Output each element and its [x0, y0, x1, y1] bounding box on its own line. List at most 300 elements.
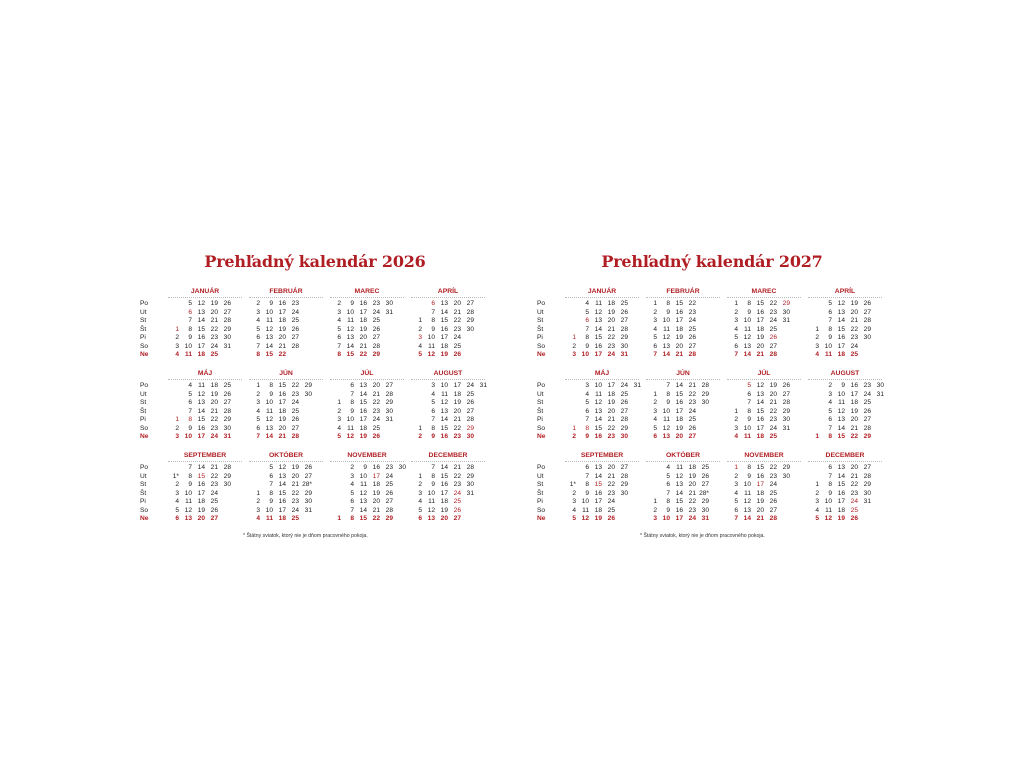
day-number: 20 [359, 334, 367, 341]
day-number: 9 [585, 489, 589, 497]
day-number: 11 [198, 382, 205, 389]
day-number [166, 309, 179, 318]
day-number: 26 [701, 472, 709, 480]
day-number: 11 [595, 390, 602, 398]
day-number: 4 [350, 481, 354, 488]
day-number: 24 [607, 498, 615, 505]
week-column [435, 300, 448, 360]
day-number: 18 [197, 498, 205, 505]
day-number: 22 [372, 515, 380, 522]
day-number: 15 [756, 464, 764, 471]
day-number: 24 [688, 317, 696, 324]
day-number: 9 [431, 325, 435, 333]
week-column [354, 464, 367, 524]
day-number [871, 408, 884, 417]
day-number: 9 [188, 481, 192, 488]
day-number: 13 [278, 472, 286, 480]
week-column [218, 300, 231, 360]
day-number [461, 343, 474, 352]
day-number: 17 [278, 399, 286, 406]
day-number: 6 [828, 308, 832, 316]
day-number: 29 [304, 382, 312, 389]
day-number: 8 [666, 390, 670, 398]
day-number: 8 [188, 472, 192, 480]
day-number: 13 [440, 407, 448, 415]
day-number: 22 [769, 464, 777, 471]
week-column [725, 382, 738, 442]
week-column [273, 300, 286, 360]
day-number: 21 [769, 399, 777, 406]
day-name: Ne [537, 515, 546, 522]
day-number: 28 [782, 399, 790, 406]
day-number: 10 [184, 489, 192, 497]
day-number: 31 [863, 498, 871, 505]
day-number: 7 [828, 424, 832, 432]
day-number: 26 [769, 334, 777, 341]
day-number: 31 [633, 382, 641, 389]
day-number [628, 433, 641, 442]
week-column [166, 300, 179, 360]
day-number: 4 [256, 515, 260, 522]
day-number: 4 [815, 506, 819, 514]
day-number [218, 490, 231, 499]
day-number: 13 [265, 424, 273, 432]
day-number: 24 [453, 489, 461, 497]
month-name: JANUÁR [587, 288, 617, 295]
month-name: DECEMBER [428, 452, 468, 459]
day-number [806, 382, 819, 391]
day-number: 19 [756, 498, 764, 505]
day-number: 7 [828, 472, 832, 480]
day-number: 10 [594, 382, 602, 389]
day-number: 30 [223, 334, 231, 341]
day-number: 28 [291, 433, 299, 440]
day-number: 28 [701, 382, 709, 389]
day-number: 21 [688, 489, 696, 497]
day-number: 15 [265, 351, 273, 358]
week-column [576, 464, 589, 524]
day-number: 23 [372, 407, 380, 415]
day-number: 30 [223, 424, 231, 432]
day-name: Pi [537, 498, 543, 505]
week-column [393, 464, 406, 524]
day-number: 10 [743, 317, 751, 324]
day-number: 15 [278, 489, 286, 497]
day-number: 10 [662, 317, 670, 324]
day-number [725, 399, 738, 408]
week-column [589, 382, 602, 442]
day-number [166, 317, 179, 326]
day-number: 15 [594, 424, 602, 432]
day-number: 2 [175, 481, 179, 488]
week-column [380, 300, 393, 360]
week-column [205, 464, 218, 524]
week-column [422, 464, 435, 524]
day-number: 17 [278, 506, 286, 514]
day-number: 9 [188, 334, 192, 341]
day-number: 30 [304, 390, 312, 398]
month-divider [249, 379, 323, 380]
day-number: 9 [666, 308, 670, 316]
day-number: 13 [265, 334, 273, 341]
day-number: 14 [265, 342, 273, 350]
week-column [644, 464, 657, 524]
day-number: 31 [223, 342, 231, 350]
day-number: 1 [734, 300, 738, 307]
day-number [644, 490, 657, 499]
week-column [602, 382, 615, 442]
month-name: NOVEMBER [744, 452, 784, 459]
day-number: 17 [675, 407, 683, 415]
day-number: 12 [675, 472, 683, 480]
day-number: 29 [385, 515, 393, 522]
day-number: 27 [620, 317, 628, 324]
day-number: 11 [185, 498, 192, 505]
day-number: 11 [663, 325, 670, 333]
day-number: 8 [747, 464, 751, 471]
day-number: 6 [431, 300, 435, 307]
day-name: Št [537, 489, 544, 497]
day-number: 7 [431, 464, 435, 471]
day-number [858, 507, 871, 516]
week-column [422, 300, 435, 360]
day-number: 2 [572, 433, 576, 440]
month-name: AUGUST [433, 370, 463, 377]
day-number: 2 [256, 390, 260, 398]
week-column [832, 300, 845, 360]
day-number: 9 [269, 300, 273, 307]
day-number: 25 [850, 351, 858, 358]
week-column [341, 464, 354, 524]
month-divider [646, 297, 720, 298]
day-number: 26 [466, 399, 474, 406]
day-number [615, 498, 628, 507]
week-column [192, 300, 205, 360]
day-number: 5 [734, 334, 738, 341]
day-number: 20 [440, 515, 448, 522]
day-number: 18 [607, 300, 615, 307]
day-number: 16 [756, 308, 764, 316]
day-number: 24 [372, 416, 380, 423]
day-number: 30 [620, 433, 628, 440]
week-column [871, 382, 884, 442]
day-number: 22 [359, 351, 367, 358]
day-number: 18 [837, 506, 845, 514]
week-column [380, 382, 393, 442]
week-column [409, 382, 422, 442]
day-number: 18 [607, 390, 615, 398]
day-number: 26 [372, 433, 380, 440]
day-number: 5 [747, 382, 751, 389]
day-number: 3 [734, 424, 738, 432]
day-number: 4 [734, 325, 738, 333]
day-number: 9 [269, 498, 273, 505]
day-name: Ut [140, 390, 147, 398]
day-number: 12 [427, 351, 435, 358]
day-number: 16 [372, 464, 380, 471]
month-block [247, 287, 325, 358]
day-number: 13 [743, 342, 751, 350]
day-number [474, 408, 487, 417]
week-column [260, 464, 273, 524]
month-block [725, 451, 803, 522]
day-number: 19 [850, 300, 858, 307]
day-number: 22 [453, 472, 461, 480]
day-number: 10 [359, 472, 367, 480]
day-number: 26 [607, 515, 615, 522]
day-number: 22 [453, 424, 461, 432]
day-number: 22 [688, 498, 696, 505]
day-number: 10 [346, 308, 354, 316]
week-column [819, 382, 832, 442]
day-number: 18 [372, 481, 380, 488]
day-number: 23 [453, 325, 461, 333]
day-number: 26 [620, 399, 628, 406]
day-number [806, 408, 819, 417]
day-number: 7 [350, 506, 354, 514]
week-column [764, 382, 777, 442]
day-number: 17 [359, 308, 367, 316]
day-number: 27 [304, 472, 312, 480]
day-number: 26 [453, 351, 461, 358]
day-number: 28 [466, 308, 474, 316]
day-number: 15 [675, 498, 683, 505]
day-number: 25 [385, 481, 393, 488]
day-number: 31 [304, 506, 312, 514]
day-number [380, 351, 393, 360]
day-number: 9 [431, 481, 435, 488]
day-number [628, 391, 641, 400]
day-number: 29 [701, 390, 709, 398]
day-number: 29 [223, 325, 231, 333]
day-number: 19 [607, 399, 615, 406]
quarter-row [140, 369, 490, 451]
day-number: 16 [197, 424, 205, 432]
day-number: 27 [620, 407, 628, 415]
day-number [461, 334, 474, 343]
day-number: 16 [278, 300, 286, 307]
day-number: 5 [815, 515, 819, 522]
calendar-2026 [140, 252, 490, 539]
day-number: 27 [863, 464, 871, 471]
week-column [602, 464, 615, 524]
day-number: 12 [184, 506, 192, 514]
day-number: 9 [666, 399, 670, 406]
day-number: 21 [756, 515, 764, 522]
month-divider [565, 461, 639, 462]
day-number: 7 [828, 317, 832, 324]
day-number [218, 507, 231, 516]
day-number: 14 [197, 464, 205, 471]
day-number: 22 [850, 325, 858, 333]
day-number: 28 [385, 506, 393, 514]
day-number: 30 [398, 464, 406, 471]
day-number: 26 [304, 464, 312, 471]
month-block [644, 451, 722, 522]
day-number: 27 [385, 498, 393, 505]
week-column [474, 382, 487, 442]
day-number: 26 [863, 407, 871, 415]
day-number: 4 [418, 498, 422, 505]
day-name: Po [537, 382, 546, 389]
day-number [474, 391, 487, 400]
day-number: 18 [675, 416, 683, 423]
day-number [461, 351, 474, 360]
day-number: 31 [385, 308, 393, 316]
week-column [696, 464, 709, 524]
day-number: 28 [620, 325, 628, 333]
day-number: 8 [828, 433, 832, 440]
day-number: 16 [278, 390, 286, 398]
day-number: 10 [346, 416, 354, 423]
day-number: 25 [453, 498, 461, 505]
day-number: 30 [466, 481, 474, 488]
day-number [806, 300, 819, 309]
week-column [247, 464, 260, 524]
day-name: Ut [537, 308, 544, 316]
day-number: 5 [653, 424, 657, 432]
day-number: 15 [440, 472, 448, 480]
day-number: 12 [346, 325, 354, 333]
day-number: 18 [756, 433, 764, 440]
day-number: 13 [756, 390, 764, 398]
day-number: 24 [620, 382, 628, 389]
week-column [683, 382, 696, 442]
week-column [192, 382, 205, 442]
day-number: 8 [256, 351, 260, 358]
month-name: APRÍL [834, 288, 856, 295]
month-divider [565, 379, 639, 380]
day-number: 20 [210, 308, 218, 316]
day-number: 19 [607, 308, 615, 316]
day-number: 2 [418, 481, 422, 488]
day-number: 20 [850, 308, 858, 316]
day-number: 3 [734, 317, 738, 324]
day-number: 16 [278, 498, 286, 505]
day-number: 21 [607, 416, 615, 423]
day-number: 29 [466, 472, 474, 480]
day-number [871, 425, 884, 434]
week-column [589, 300, 602, 360]
day-number: 5 [585, 399, 589, 406]
day-number: 6 [431, 407, 435, 415]
day-number: 13 [346, 334, 354, 341]
week-column [725, 464, 738, 524]
day-number: 8 [188, 325, 192, 333]
week-column [328, 464, 341, 524]
day-name: So [537, 424, 546, 432]
day-number: 11 [582, 506, 589, 514]
day-number [696, 433, 709, 442]
day-number: 20 [756, 342, 764, 350]
day-number [777, 433, 790, 442]
day-number: 23 [607, 342, 615, 350]
day-number: 2 [337, 407, 341, 415]
day-number: 3 [828, 390, 832, 398]
day-number: 17 [837, 342, 845, 350]
day-number [806, 416, 819, 425]
day-number: 15 [440, 424, 448, 432]
day-number: 7 [666, 489, 670, 497]
day-number [218, 498, 231, 507]
day-number: 17 [850, 390, 858, 398]
day-name: So [140, 424, 149, 432]
day-number: 30 [701, 399, 709, 406]
day-number: 25 [701, 464, 709, 471]
week-column [179, 382, 192, 442]
day-number: 15 [278, 382, 286, 389]
day-number: 5 [828, 300, 832, 307]
day-name: Pi [140, 498, 146, 505]
day-number: 30 [782, 416, 790, 423]
week-column [670, 382, 683, 442]
day-number: 29 [701, 498, 709, 505]
day-number: 10 [265, 399, 273, 406]
day-number: 8 [431, 317, 435, 324]
day-number: 20 [850, 416, 858, 423]
day-number: 26 [223, 390, 231, 398]
day-number: 17 [197, 489, 205, 497]
day-number: 12 [197, 300, 205, 307]
day-number: 9 [747, 308, 751, 316]
day-name: Ne [140, 515, 149, 522]
day-number: 1 [256, 489, 260, 497]
day-number: 22 [607, 334, 615, 341]
day-number: 23 [210, 334, 218, 341]
day-number: 24 [769, 481, 777, 488]
day-number [299, 433, 312, 442]
day-number [563, 326, 576, 335]
day-number: 28 [863, 317, 871, 324]
calendar-2027 [537, 252, 887, 539]
day-number [299, 425, 312, 434]
week-column [367, 300, 380, 360]
month-name: JÚN [676, 370, 690, 377]
day-number: 6 [653, 342, 657, 350]
day-number: 7 [431, 308, 435, 316]
day-number [409, 391, 422, 400]
month-name: NOVEMBER [347, 452, 387, 459]
day-number: 17 [756, 317, 764, 324]
week-column [260, 300, 273, 360]
day-number: 17 [756, 424, 764, 432]
day-number: 2 [350, 464, 354, 471]
day-number: 14 [440, 308, 448, 316]
day-number: 2 [175, 424, 179, 432]
day-number [628, 408, 641, 417]
day-number [380, 425, 393, 434]
day-number: 3 [256, 399, 260, 406]
day-number: 23 [385, 464, 393, 471]
day-number: 22 [291, 489, 299, 497]
day-number: 1 [815, 325, 819, 333]
day-number [328, 382, 341, 391]
day-number [380, 433, 393, 442]
day-number: 16 [756, 416, 764, 423]
day-number: 28* [699, 489, 709, 497]
day-number: 23 [688, 308, 696, 316]
day-number: 24 [607, 351, 615, 358]
day-number: 9 [828, 334, 832, 341]
day-number: 4 [175, 498, 179, 505]
day-number: 25 [769, 489, 777, 497]
day-number: 24 [769, 424, 777, 432]
day-number: 29 [863, 433, 871, 440]
week-column [179, 300, 192, 360]
day-number: 8 [350, 515, 354, 522]
day-number: 7 [734, 515, 738, 522]
day-number: 1* [569, 481, 576, 488]
